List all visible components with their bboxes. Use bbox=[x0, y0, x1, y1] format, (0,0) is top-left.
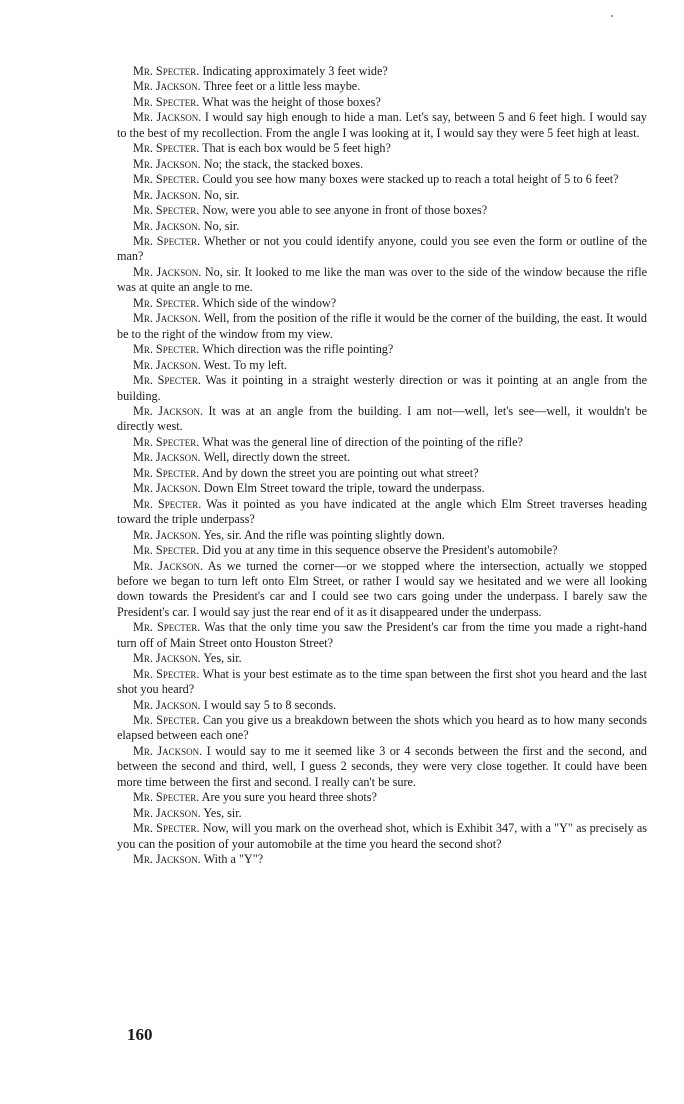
testimony-paragraph bbox=[117, 172, 647, 187]
speaker-label: Mr. Specter. bbox=[133, 373, 201, 388]
testimony-text: West. To my left. bbox=[203, 357, 288, 372]
testimony-paragraph bbox=[117, 404, 647, 435]
testimony-paragraph bbox=[117, 481, 647, 496]
testimony-text: I would say high enough to hide a man. Let's say, between 5 and 6 feet high. I would say to the best of my recollection. From the angle I was looking at it, I would say they were 5 feet high at least. bbox=[117, 110, 648, 140]
speaker-label: Mr. Specter. bbox=[133, 496, 202, 511]
testimony-paragraph bbox=[117, 373, 647, 404]
speaker-label: Mr. Jackson. bbox=[133, 187, 201, 202]
testimony-text: Three feet or a little less maybe. bbox=[203, 79, 361, 94]
testimony-paragraph bbox=[117, 219, 647, 234]
testimony-paragraph bbox=[117, 466, 647, 481]
testimony-text: Down Elm Street toward the triple, toward the underpass. bbox=[203, 481, 485, 496]
testimony-paragraph bbox=[117, 110, 647, 141]
testimony-text: Yes, sir. And the rifle was pointing slightly down. bbox=[203, 527, 445, 542]
testimony-text: Well, from the position of the rifle it would be the corner of the building, the east. It would be to the right of the window from my view. bbox=[117, 311, 648, 341]
testimony-paragraph bbox=[117, 620, 647, 651]
testimony-paragraph bbox=[117, 806, 647, 821]
testimony-paragraph bbox=[117, 497, 647, 528]
testimony-paragraph bbox=[117, 342, 647, 357]
testimony-paragraph bbox=[117, 559, 647, 621]
testimony-paragraph bbox=[117, 79, 647, 94]
speaker-label: Mr. Jackson. bbox=[133, 79, 201, 94]
testimony-paragraph bbox=[117, 744, 647, 790]
testimony-text: What is your best estimate as to the time span between the first shot you heard and the last shot you heard? bbox=[117, 666, 648, 697]
speaker-label: Mr. Specter. bbox=[133, 434, 200, 449]
speaker-label: Mr. Jackson. bbox=[133, 558, 204, 573]
speaker-label: Mr. Jackson. bbox=[133, 481, 201, 496]
speaker-label: Mr. Specter. bbox=[133, 465, 200, 480]
testimony-paragraph bbox=[117, 821, 647, 852]
testimony-text: As we turned the corner—or we stopped where the intersection, actually we stopped before we began to turn left onto Elm Street, or rather I would say we hesitated and we were all looking down towards the President's car and I could see two cars going under the underpass. I barely saw the President's car. I would say just the rear end of it as it disappeared under the underpass. bbox=[117, 558, 648, 619]
speaker-label: Mr. Jackson. bbox=[133, 357, 201, 372]
testimony-paragraph bbox=[117, 358, 647, 373]
testimony-text: Are you sure you heard three shots? bbox=[201, 790, 377, 805]
speaker-label: Mr. Jackson. bbox=[133, 311, 201, 326]
testimony-text: What was the general line of direction of the pointing of the rifle? bbox=[202, 434, 523, 449]
testimony-text: Yes, sir. bbox=[203, 805, 242, 820]
testimony-text: Indicating approximately 3 feet wide? bbox=[202, 64, 388, 78]
speaker-label: Mr. Specter. bbox=[133, 233, 201, 248]
speaker-label: Mr. Jackson. bbox=[133, 805, 201, 820]
testimony-paragraph bbox=[117, 296, 647, 311]
testimony-text: Was it pointed as you have indicated at the angle which Elm Street traverses heading toward the triple underpass? bbox=[117, 496, 648, 527]
testimony-paragraph bbox=[117, 95, 647, 110]
testimony-paragraph bbox=[117, 450, 647, 465]
speaker-label: Mr. Jackson. bbox=[133, 651, 201, 666]
speaker-label: Mr. Specter. bbox=[133, 620, 201, 635]
speaker-label: Mr. Specter. bbox=[133, 172, 200, 187]
testimony-text: Now, were you able to see anyone in front of those boxes? bbox=[202, 203, 488, 218]
testimony-paragraph bbox=[117, 713, 647, 744]
testimony-text: No; the stack, the stacked boxes. bbox=[203, 156, 364, 171]
testimony-paragraph bbox=[117, 852, 647, 867]
speaker-label: Mr. Jackson. bbox=[133, 743, 203, 758]
speaker-label: Mr. Jackson. bbox=[133, 264, 202, 279]
speaker-label: Mr. Specter. bbox=[133, 342, 200, 357]
testimony-paragraph bbox=[117, 234, 647, 265]
testimony-text: Was it pointing in a straight westerly direction or was it pointing at an angle from the building. bbox=[117, 373, 648, 403]
testimony-paragraph bbox=[117, 698, 647, 713]
testimony-text: Was that the only time you saw the President's car from the time you made a right-hand turn off of Main Street onto Houston Street? bbox=[117, 620, 648, 650]
page-mark bbox=[611, 15, 613, 17]
speaker-label: Mr. Specter. bbox=[133, 295, 200, 310]
testimony-text: Now, will you mark on the overhead shot, which is Exhibit 347, with a "Y" as precisely as you can the position of your automobile at the time you heard the second shot? bbox=[117, 821, 648, 851]
testimony-paragraph bbox=[117, 435, 647, 450]
speaker-label: Mr. Specter. bbox=[133, 543, 200, 558]
testimony-text: No, sir. bbox=[203, 187, 240, 202]
testimony-paragraph bbox=[117, 528, 647, 543]
testimony-text: Whether or not you could identify anyone, could you see even the form or outline of the man? bbox=[117, 233, 647, 264]
testimony-paragraph bbox=[117, 543, 647, 558]
speaker-label: Mr. Jackson. bbox=[133, 110, 202, 125]
testimony-text: I would say to me it seemed like 3 or 4 seconds between the first and the second, and between the second and third, well, I guess 2 seconds, they were very close together. It could have been more time between the first and second. I really can't be sure. bbox=[117, 743, 648, 789]
speaker-label: Mr. Specter. bbox=[133, 821, 200, 836]
speaker-label: Mr. Jackson. bbox=[133, 527, 201, 542]
testimony-text: No, sir. bbox=[203, 218, 240, 233]
speaker-label: Mr. Specter. bbox=[133, 203, 200, 218]
testimony-text: Did you at any time in this sequence observe the President's automobile? bbox=[202, 543, 558, 558]
testimony-text: Could you see how many boxes were stacked up to reach a total height of 5 to 6 feet? bbox=[202, 172, 619, 187]
testimony-text: That is each box would be 5 feet high? bbox=[202, 141, 391, 156]
testimony-text: And by down the street you are pointing out what street? bbox=[201, 465, 479, 480]
speaker-label: Mr. Specter. bbox=[133, 713, 200, 728]
testimony-paragraph bbox=[117, 203, 647, 218]
testimony-paragraph bbox=[117, 790, 647, 805]
testimony-paragraph bbox=[117, 311, 647, 342]
testimony-transcript bbox=[117, 64, 647, 868]
testimony-text: Well, directly down the street. bbox=[203, 450, 351, 465]
speaker-label: Mr. Specter. bbox=[133, 64, 200, 78]
testimony-text: With a "Y"? bbox=[203, 852, 264, 867]
page-number: 160 bbox=[127, 1025, 153, 1044]
speaker-label: Mr. Jackson. bbox=[133, 450, 201, 465]
testimony-text: I would say 5 to 8 seconds. bbox=[203, 697, 337, 712]
testimony-text: Which side of the window? bbox=[202, 295, 337, 310]
speaker-label: Mr. Specter. bbox=[133, 141, 200, 156]
speaker-label: Mr. Specter. bbox=[133, 666, 200, 681]
testimony-text: Which direction was the rifle pointing? bbox=[202, 342, 394, 357]
testimony-text: It was at an angle from the building. I am not—well, let's see—well, it wouldn't be directly west. bbox=[117, 403, 647, 434]
speaker-label: Mr. Jackson. bbox=[133, 852, 201, 867]
speaker-label: Mr. Specter. bbox=[133, 790, 200, 805]
testimony-text: What was the height of those boxes? bbox=[202, 94, 381, 109]
testimony-text: Can you give us a breakdown between the shots which you heard as to how many seconds elapsed between each one? bbox=[117, 713, 648, 743]
speaker-label: Mr. Jackson. bbox=[133, 156, 201, 171]
speaker-label: Mr. Jackson. bbox=[133, 697, 201, 712]
testimony-paragraph bbox=[117, 64, 647, 79]
speaker-label: Mr. Jackson. bbox=[133, 218, 201, 233]
testimony-paragraph bbox=[117, 157, 647, 172]
testimony-text: Yes, sir. bbox=[203, 651, 242, 666]
testimony-paragraph bbox=[117, 265, 647, 296]
testimony-paragraph bbox=[117, 141, 647, 156]
testimony-paragraph bbox=[117, 188, 647, 203]
testimony-paragraph bbox=[117, 651, 647, 666]
testimony-text: No, sir. It looked to me like the man was over to the side of the window because the rifle was at quite an angle to me. bbox=[117, 264, 647, 295]
speaker-label: Mr. Specter. bbox=[133, 94, 200, 109]
speaker-label: Mr. Jackson. bbox=[133, 403, 204, 418]
testimony-paragraph bbox=[117, 667, 647, 698]
